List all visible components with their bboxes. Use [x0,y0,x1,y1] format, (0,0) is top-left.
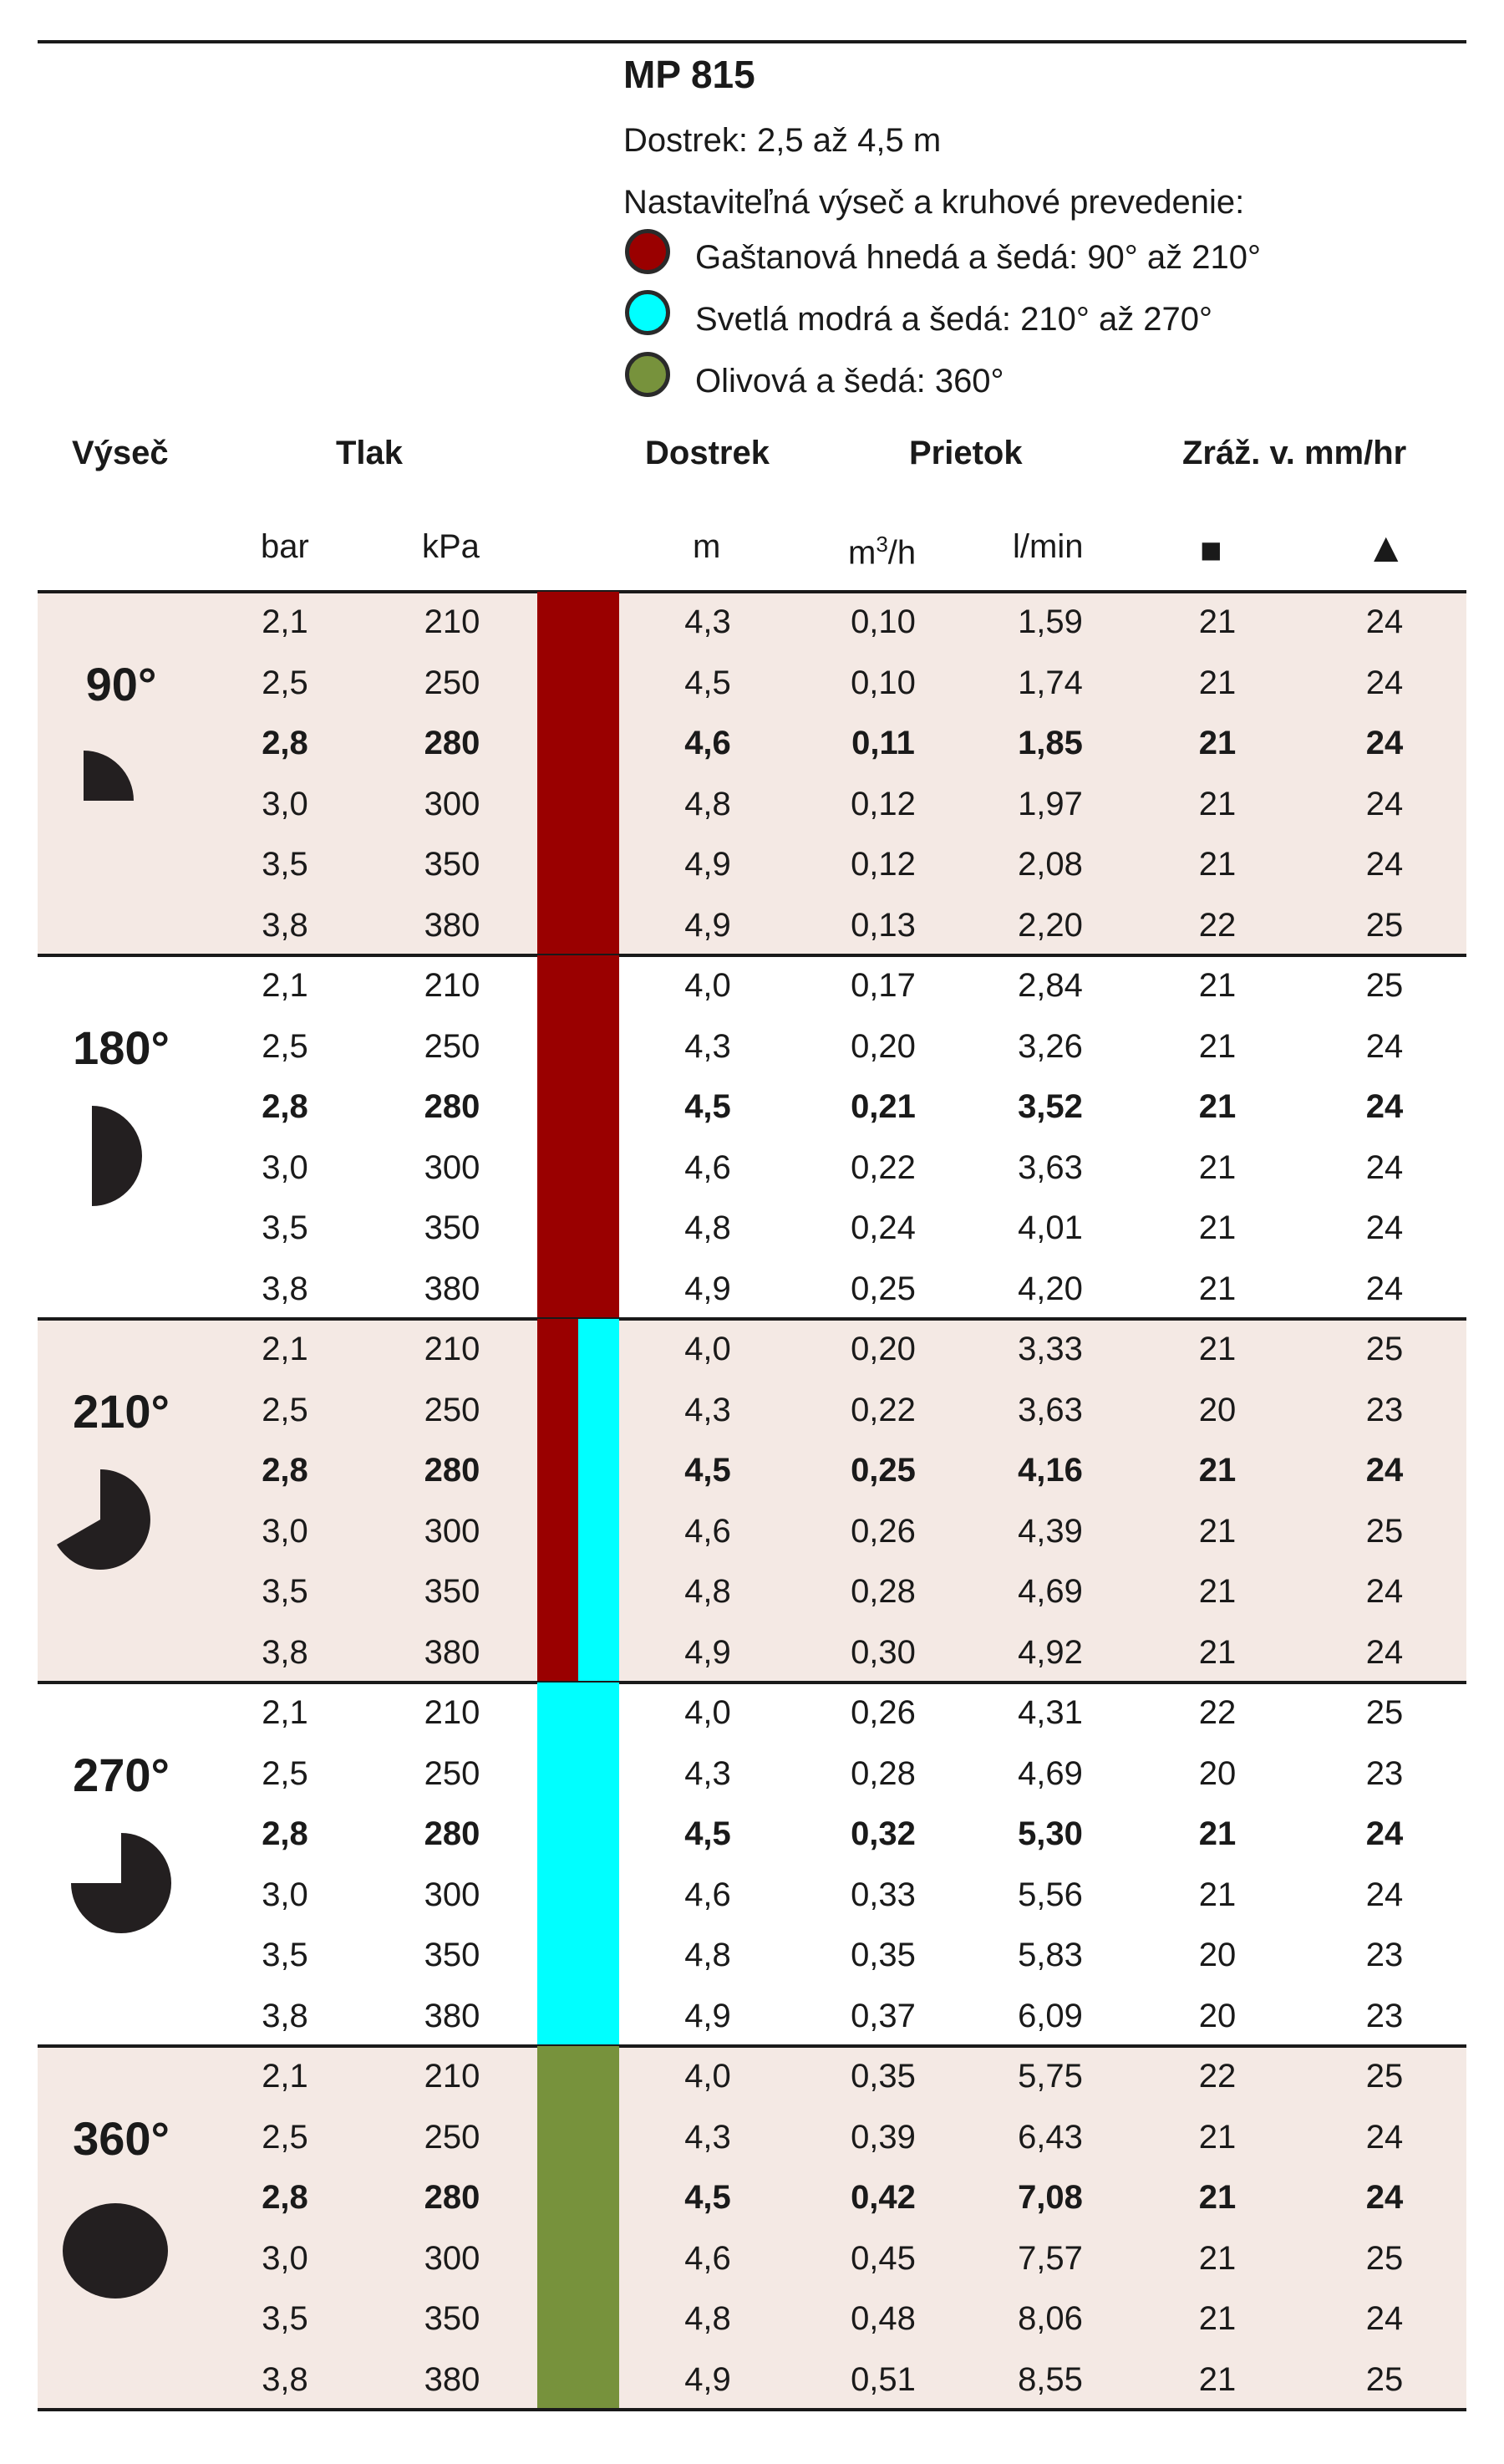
radius-cell: 4,3 [684,603,731,640]
color-bar [537,955,619,1319]
kpa-cell: 300 [424,2239,480,2277]
precip-triangle-cell: 23 [1365,1937,1404,1973]
bar-cell: 2,1 [262,967,308,1004]
precip-square-cell: 21 [1198,1027,1237,1065]
precip-triangle-cell: 24 [1365,1876,1404,1913]
bar-cell: 3,5 [262,1937,308,1973]
precip-square-cell: 21 [1198,1088,1237,1125]
bar-cell: 3,5 [262,1573,308,1610]
m3h-cell: 0,24 [851,1209,916,1246]
kpa-cell: 300 [424,1512,480,1550]
color-bar [537,2046,619,2410]
bar-cell: 3,5 [262,2300,308,2337]
legend-cyan-label: Svetlá modrá a šedá: 210° až 270° [695,301,1213,338]
lmin-cell: 5,56 [1018,1876,1083,1913]
kpa-cell: 300 [424,1876,480,1913]
section-band [38,2046,1466,2410]
radius-cell: 4,5 [684,1815,731,1852]
precip-triangle-cell: 25 [1365,1331,1404,1367]
m3h-cell: 0,51 [851,2360,916,2398]
kpa-cell: 380 [424,1270,480,1307]
lmin-cell: 2,08 [1018,846,1083,883]
radius-cell: 4,8 [684,1209,731,1246]
three-quarter-circle-icon [50,1825,192,1942]
unit-m3h [848,532,916,572]
lmin-cell: 4,31 [1018,1694,1083,1731]
model-title: MP 815 [623,53,755,96]
precip-square-cell: 21 [1198,1876,1237,1913]
radius-cell: 4,8 [684,1937,731,1973]
bar-cell: 2,8 [262,725,308,761]
lmin-cell: 7,08 [1018,2179,1083,2216]
sector-angle-label: 270° [73,1749,170,1801]
precip-square-cell: 21 [1198,1209,1237,1246]
kpa-cell: 210 [424,967,480,1004]
precip-square-cell: 22 [1198,2058,1237,2095]
m3h-cell: 0,28 [851,1573,916,1610]
kpa-cell: 280 [424,725,480,761]
radius-cell: 4,0 [684,1331,731,1367]
bar-cell: 3,8 [262,1997,308,2034]
lmin-cell: 4,39 [1018,1512,1083,1550]
bar-cell: 2,1 [262,603,308,640]
bar-cell: 2,8 [262,1815,308,1852]
kpa-cell: 250 [424,1754,480,1792]
quarter-circle-icon [50,734,192,851]
half-circle-icon [50,1097,192,1214]
col-header-sector: Výseč [72,435,169,471]
precip-square-cell: 21 [1198,1148,1237,1186]
bar-cell: 3,0 [262,1148,308,1186]
kpa-cell: 280 [424,1088,480,1125]
unit-m: m [693,528,721,565]
kpa-cell: 210 [424,603,480,640]
m3h-cell: 0,10 [851,603,916,640]
radius-cell: 4,9 [684,1633,731,1671]
bar-cell: 3,5 [262,1209,308,1246]
square-symbol-icon: ■ [1200,530,1222,571]
bar-cell: 3,8 [262,2360,308,2398]
precip-square-cell: 21 [1198,725,1237,761]
precip-triangle-cell: 24 [1365,603,1404,640]
radius-cell: 4,5 [684,1088,731,1125]
precip-square-cell: 20 [1198,1754,1237,1792]
m3h-cell: 0,22 [851,1391,916,1428]
precip-triangle-cell: 23 [1365,1997,1404,2034]
kpa-cell: 250 [424,664,480,701]
bar-cell: 3,5 [262,846,308,883]
m3h-cell: 0,25 [851,1270,916,1307]
m3h-cell: 0,21 [851,1088,916,1125]
lmin-cell: 3,26 [1018,1027,1083,1065]
m3h-cell: 0,17 [851,967,916,1004]
precip-triangle-cell: 24 [1365,2118,1404,2156]
lmin-cell: 5,30 [1018,1815,1083,1852]
precip-triangle-cell: 24 [1365,1027,1404,1065]
m3h-cell: 0,32 [851,1815,916,1852]
m3h-cell: 0,20 [851,1027,916,1065]
col-header-precip: Zráž. v. mm/hr [1182,435,1407,471]
precip-square-cell: 21 [1198,1452,1237,1489]
precip-square-cell: 21 [1198,2239,1237,2277]
lmin-cell: 1,59 [1018,603,1083,640]
sector-210-icon [50,1461,192,1578]
color-bar-maroon [537,1319,578,1683]
bar-cell: 2,5 [262,1754,308,1792]
lmin-cell: 8,06 [1018,2300,1083,2337]
m3h-cell: 0,42 [851,2179,916,2216]
precip-triangle-cell: 24 [1365,1452,1404,1489]
full-circle-icon [50,2188,192,2305]
precip-square-cell: 21 [1198,1270,1237,1307]
kpa-cell: 350 [424,1209,480,1246]
m3h-cell: 0,48 [851,2300,916,2337]
m3h-cell: 0,45 [851,2239,916,2277]
unit-bar: bar [261,528,309,565]
m3h-cell: 0,11 [851,725,915,761]
precip-square-cell: 21 [1198,967,1237,1004]
color-bar [537,592,619,955]
precip-square-cell: 21 [1198,2360,1237,2398]
precip-triangle-cell: 25 [1365,1512,1404,1550]
range-text: Dostrek: 2,5 až 4,5 m [623,122,942,159]
bar-cell: 3,0 [262,1512,308,1550]
precip-triangle-cell: 25 [1365,2058,1404,2095]
kpa-cell: 280 [424,2179,480,2216]
radius-cell: 4,0 [684,1694,731,1731]
lmin-cell: 4,69 [1018,1754,1083,1792]
precip-square-cell: 20 [1198,1997,1237,2034]
top-rule [38,40,1466,43]
col-header-pressure: Tlak [336,435,404,471]
precip-square-cell: 22 [1198,1694,1237,1731]
precip-square-cell: 21 [1198,846,1237,883]
radius-cell: 4,5 [684,1452,731,1489]
precip-square-cell: 21 [1198,1815,1237,1852]
lmin-cell: 3,63 [1018,1148,1083,1186]
kpa-cell: 250 [424,2118,480,2156]
radius-cell: 4,6 [684,725,731,761]
bar-cell: 2,5 [262,2118,308,2156]
m3h-cell: 0,20 [851,1331,916,1367]
lmin-cell: 1,97 [1018,785,1083,822]
radius-cell: 4,0 [684,967,731,1004]
sector-angle-label: 90° [85,658,157,710]
m3h-cell: 0,26 [851,1512,916,1550]
precip-triangle-cell: 24 [1365,846,1404,883]
precip-square-cell: 20 [1198,1937,1237,1973]
m3h-cell: 0,12 [851,785,916,822]
section-rule [38,1317,1466,1321]
kpa-cell: 300 [424,785,480,822]
precip-square-cell: 21 [1198,1331,1237,1367]
bar-cell: 2,1 [262,2058,308,2095]
kpa-cell: 350 [424,1573,480,1610]
lmin-cell: 3,52 [1018,1088,1083,1125]
m3h-cell: 0,35 [851,2058,916,2095]
lmin-cell: 4,01 [1018,1209,1083,1246]
precip-triangle-cell: 24 [1365,2179,1404,2216]
bottom-rule [38,2408,1466,2411]
precip-triangle-cell: 25 [1365,2239,1404,2277]
section-rule [38,590,1466,593]
precip-triangle-cell: 24 [1365,2300,1404,2337]
col-header-radius: Dostrek [645,435,770,471]
m3h-cell: 0,39 [851,2118,916,2156]
precip-square-cell: 21 [1198,785,1237,822]
radius-cell: 4,9 [684,1270,731,1307]
radius-cell: 4,5 [684,2179,731,2216]
precip-triangle-cell: 24 [1365,725,1404,761]
lmin-cell: 2,20 [1018,906,1083,944]
precip-triangle-cell: 24 [1365,785,1404,822]
cyan-dot-icon [625,290,670,335]
unit-m3h-tail: /h [887,534,917,572]
legend-maroon-label: Gaštanová hnedá a šedá: 90° až 210° [695,239,1261,276]
precip-square-cell: 21 [1198,1573,1237,1610]
color-bar-cyan [578,1319,619,1683]
precip-triangle-cell: 23 [1365,1391,1404,1428]
olive-dot-icon [625,352,670,397]
color-bar [537,1683,619,2046]
radius-cell: 4,3 [684,2118,731,2156]
section-band [38,1319,1466,1683]
m3h-cell: 0,10 [851,664,916,701]
radius-cell: 4,5 [684,664,731,701]
sector-angle-label: 180° [73,1021,170,1074]
precip-square-cell: 20 [1198,1391,1237,1428]
kpa-cell: 350 [424,2300,480,2337]
triangle-symbol-icon: ▲ [1365,524,1407,571]
bar-cell: 2,5 [262,1391,308,1428]
radius-cell: 4,3 [684,1391,731,1428]
kpa-cell: 350 [424,846,480,883]
kpa-cell: 280 [424,1815,480,1852]
adjustable-text: Nastaviteľná výseč a kruhové prevedenie: [623,184,1245,221]
kpa-cell: 380 [424,906,480,944]
radius-cell: 4,8 [684,1573,731,1610]
bar-cell: 3,0 [262,2239,308,2277]
radius-cell: 4,6 [684,1876,731,1913]
lmin-cell: 1,85 [1018,725,1083,761]
radius-cell: 4,6 [684,2239,731,2277]
precip-triangle-cell: 25 [1365,1694,1404,1731]
radius-cell: 4,8 [684,2300,731,2337]
precip-square-cell: 21 [1198,2118,1237,2156]
precip-square-cell: 21 [1198,2179,1237,2216]
bar-cell: 2,5 [262,1027,308,1065]
bar-cell: 3,8 [262,1270,308,1307]
precip-square-cell: 21 [1198,1633,1237,1671]
kpa-cell: 280 [424,1452,480,1489]
m3h-cell: 0,22 [851,1148,916,1186]
bar-cell: 3,8 [262,906,308,944]
kpa-cell: 300 [424,1148,480,1186]
kpa-cell: 210 [424,1331,480,1367]
m3h-cell: 0,35 [851,1937,916,1973]
precip-triangle-cell: 23 [1365,1754,1404,1792]
lmin-cell: 2,84 [1018,967,1083,1004]
kpa-cell: 210 [424,2058,480,2095]
bar-cell: 2,8 [262,1088,308,1125]
lmin-cell: 5,83 [1018,1937,1083,1973]
kpa-cell: 380 [424,1997,480,2034]
precip-triangle-cell: 24 [1365,1573,1404,1610]
lmin-cell: 6,09 [1018,1997,1083,2034]
kpa-cell: 380 [424,1633,480,1671]
m3h-cell: 0,37 [851,1997,916,2034]
lmin-cell: 7,57 [1018,2239,1083,2277]
bar-cell: 2,8 [262,1452,308,1489]
legend-olive-label: Olivová a šedá: 360° [695,363,1004,400]
bar-cell: 3,8 [262,1633,308,1671]
lmin-cell: 8,55 [1018,2360,1083,2398]
lmin-cell: 4,20 [1018,1270,1083,1307]
radius-cell: 4,0 [684,2058,731,2095]
kpa-cell: 350 [424,1937,480,1973]
radius-cell: 4,6 [684,1148,731,1186]
lmin-cell: 4,92 [1018,1633,1083,1671]
precip-triangle-cell: 24 [1365,1270,1404,1307]
section-rule [38,954,1466,957]
precip-triangle-cell: 24 [1365,1815,1404,1852]
radius-cell: 4,6 [684,1512,731,1550]
lmin-cell: 3,63 [1018,1391,1083,1428]
precip-triangle-cell: 24 [1365,1209,1404,1246]
m3h-cell: 0,26 [851,1694,916,1731]
radius-cell: 4,9 [684,2360,731,2398]
col-header-flow: Prietok [909,435,1023,471]
m3h-cell: 0,13 [851,906,916,944]
maroon-dot-icon [625,229,670,274]
section-rule [38,1681,1466,1684]
radius-cell: 4,3 [684,1027,731,1065]
lmin-cell: 4,16 [1018,1452,1083,1489]
precip-triangle-cell: 24 [1365,1633,1404,1671]
unit-m3h-base: m [848,534,876,572]
bar-cell: 2,8 [262,2179,308,2216]
unit-kpa: kPa [422,528,480,565]
precip-square-cell: 21 [1198,1512,1237,1550]
precip-square-cell: 22 [1198,906,1237,944]
bar-cell: 2,1 [262,1331,308,1367]
radius-cell: 4,9 [684,846,731,883]
lmin-cell: 4,69 [1018,1573,1083,1610]
section-rule [38,2044,1466,2048]
bar-cell: 3,0 [262,785,308,822]
kpa-cell: 380 [424,2360,480,2398]
radius-cell: 4,9 [684,906,731,944]
lmin-cell: 1,74 [1018,664,1083,701]
m3h-cell: 0,33 [851,1876,916,1913]
lmin-cell: 6,43 [1018,2118,1083,2156]
kpa-cell: 250 [424,1391,480,1428]
m3h-cell: 0,25 [851,1452,916,1489]
unit-lmin: l/min [1013,528,1084,565]
bar-cell: 2,5 [262,664,308,701]
precip-triangle-cell: 25 [1365,2360,1404,2398]
precip-square-cell: 21 [1198,664,1237,701]
m3h-cell: 0,12 [851,846,916,883]
precip-triangle-cell: 25 [1365,967,1404,1004]
m3h-cell: 0,28 [851,1754,916,1792]
kpa-cell: 250 [424,1027,480,1065]
radius-cell: 4,8 [684,785,731,822]
sector-angle-label: 360° [73,2112,170,2165]
precip-triangle-cell: 24 [1365,1088,1404,1125]
radius-cell: 4,9 [684,1997,731,2034]
unit-m3h-sup: 3 [876,532,888,557]
section-band [38,592,1466,955]
lmin-cell: 3,33 [1018,1331,1083,1367]
radius-cell: 4,3 [684,1754,731,1792]
precip-triangle-cell: 24 [1365,1148,1404,1186]
kpa-cell: 210 [424,1694,480,1731]
precip-triangle-cell: 25 [1365,906,1404,944]
precip-triangle-cell: 24 [1365,664,1404,701]
precip-square-cell: 21 [1198,603,1237,640]
precip-square-cell: 21 [1198,2300,1237,2337]
bar-cell: 3,0 [262,1876,308,1913]
sector-angle-label: 210° [73,1385,170,1438]
lmin-cell: 5,75 [1018,2058,1083,2095]
bar-cell: 2,1 [262,1694,308,1731]
m3h-cell: 0,30 [851,1633,916,1671]
